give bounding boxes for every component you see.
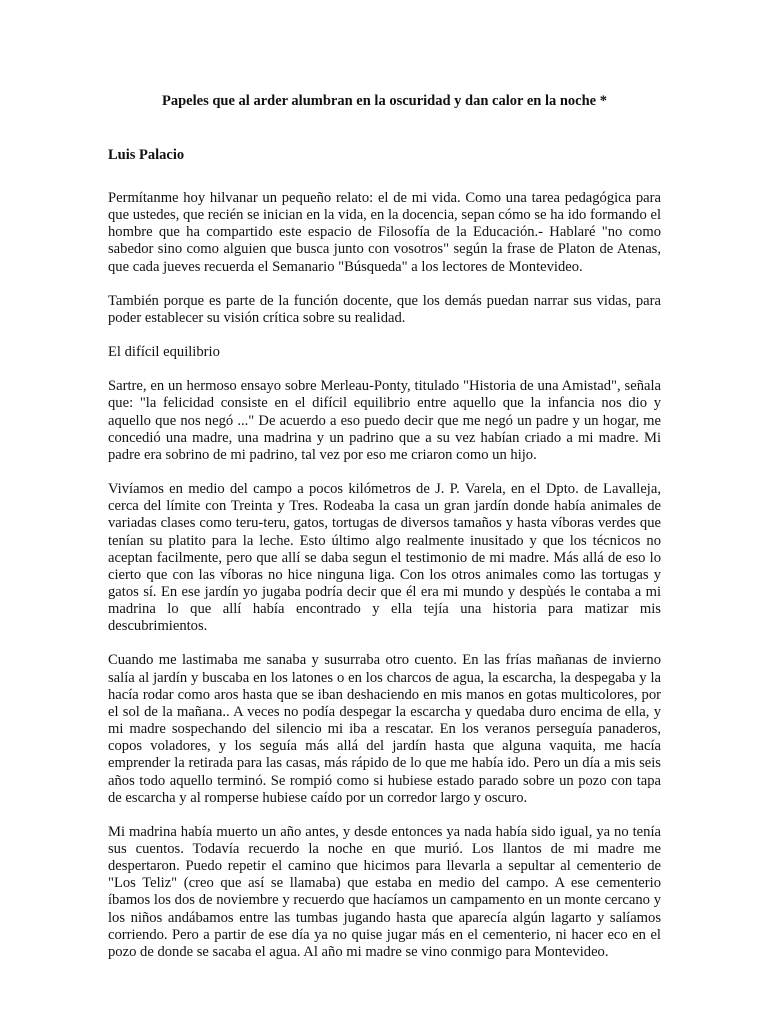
paragraph-escarcha: Cuando me lastimaba me sanaba y susurraba otro cuento. En las frías mañanas de invierno salía al jardín y buscaba en los latones o en los charcos de agua, la escarcha, la despegaba y la hacía rodar como aros hasta que se iban deshaciendo en mis manos en gotas multicolores, por el sol de la mañana.. A veces no podía despegar la escarcha y quedaba duro encima de ella, y mi madre sospechando del silencio mi iba a rescatar. En los veranos perseguía panaderos, copos voladores, y los seguía más allá del jardín hasta que alguna vaquita, me hacía emprender la retirada para las casas, más rápido de lo que me había ido. Pero un día a mis seis años todo aquello terminó. Se rompió como si hubiese estado parado sobre un pozo con tapa de escarcha y al romperse hubiese caído por un corredor largo y oscuro. — [108, 652, 661, 806]
paragraph-madrina: Mi madrina había muerto un año antes, y desde entonces ya nada había sido igual, ya no tenía sus cuentos. Todavía recuerdo la noche en que murió. Los llantos de mi madre me despertaron. Puedo repetir el camino que hicimos para llevarla a sepultar al cementerio de "Los Teliz" (creo que así se llamaba) que estaba en medio del campo. A ese cementerio íbamos los dos de noviembre y recuerdo que hacíamos un campamento en un monte cercano y los niños andábamos entre las tumbas jugando hasta que aparecía algún lagarto y salíamos corriendo. Pero a partir de ese día ya no quise jugar más en el cementerio, ni hacer eco en el pozo de donde se sacaba el agua. Al año mi madre se vino conmigo para Montevideo. — [108, 823, 661, 960]
paragraph-sartre: Sartre, en un hermoso ensayo sobre Merleau-Ponty, titulado "Historia de una Amistad", señala que: "la felicidad consiste en el difícil equilibrio entre aquello que la infancia nos dio y aquello que nos negó ..." De acuerdo a eso puedo decir que me negó un padre y un hogar, me concedió una madre, una madrina y un padrino que a su vez habían criado a mi madre. Mi padre era sobrino de mi padrino, tal vez por eso me criaron como un hijo. — [108, 378, 661, 463]
document-body — [108, 190, 661, 978]
section-heading: El difícil equilibrio — [108, 344, 220, 361]
paragraph-purpose: También porque es parte de la función docente, que los demás puedan narrar sus vidas, para poder establecer su visión crítica sobre su realidad. — [108, 292, 661, 326]
paragraph-campo: Vivíamos en medio del campo a pocos kilómetros de J. P. Varela, en el Dpto. de Lavalleja, cerca del límite con Treinta y Tres. Rodeaba la casa un gran jardín donde había animales de variadas clases como teru-teru, gatos, tortugas de diversos tamaños y hasta víboras verdes que tenían su platito para la leche. Esto último algo realmente inusitado y que los técnicos no aceptan facilmente, pero que allí se daba segun el testimonio de mi madre. Más allá de eso lo cierto que con las víboras no hice ninguna liga. Con los otros animales como las tortugas y gatos sí. En ese jardín yo jugaba podría decir que él era mi mundo y despùés le contaba a mi madrina lo que allí había encontrado y ella tejía una historia para matizar mis descubrimientos. — [108, 481, 661, 635]
document-title: Papeles que al arder alumbran en la oscuridad y dan calor en la noche * — [162, 93, 607, 109]
author-name: Luis Palacio — [108, 147, 185, 163]
paragraph-intro: Permítanme hoy hilvanar un pequeño relato: el de mi vida. Como una tarea pedagógica para que ustedes, que recién se inician en la vida, en la docencia, sepan cómo se ha ido formando el hombre que ha compartido este espacio de Filosofía de la Educación.- Hablaré "no como sabedor sino como alguien que busca junto con vosotros" según la frase de Platon de Atenas, que cada jueves recuerda el Semanario "Búsqueda" a los lectores de Montevideo. — [108, 190, 661, 275]
